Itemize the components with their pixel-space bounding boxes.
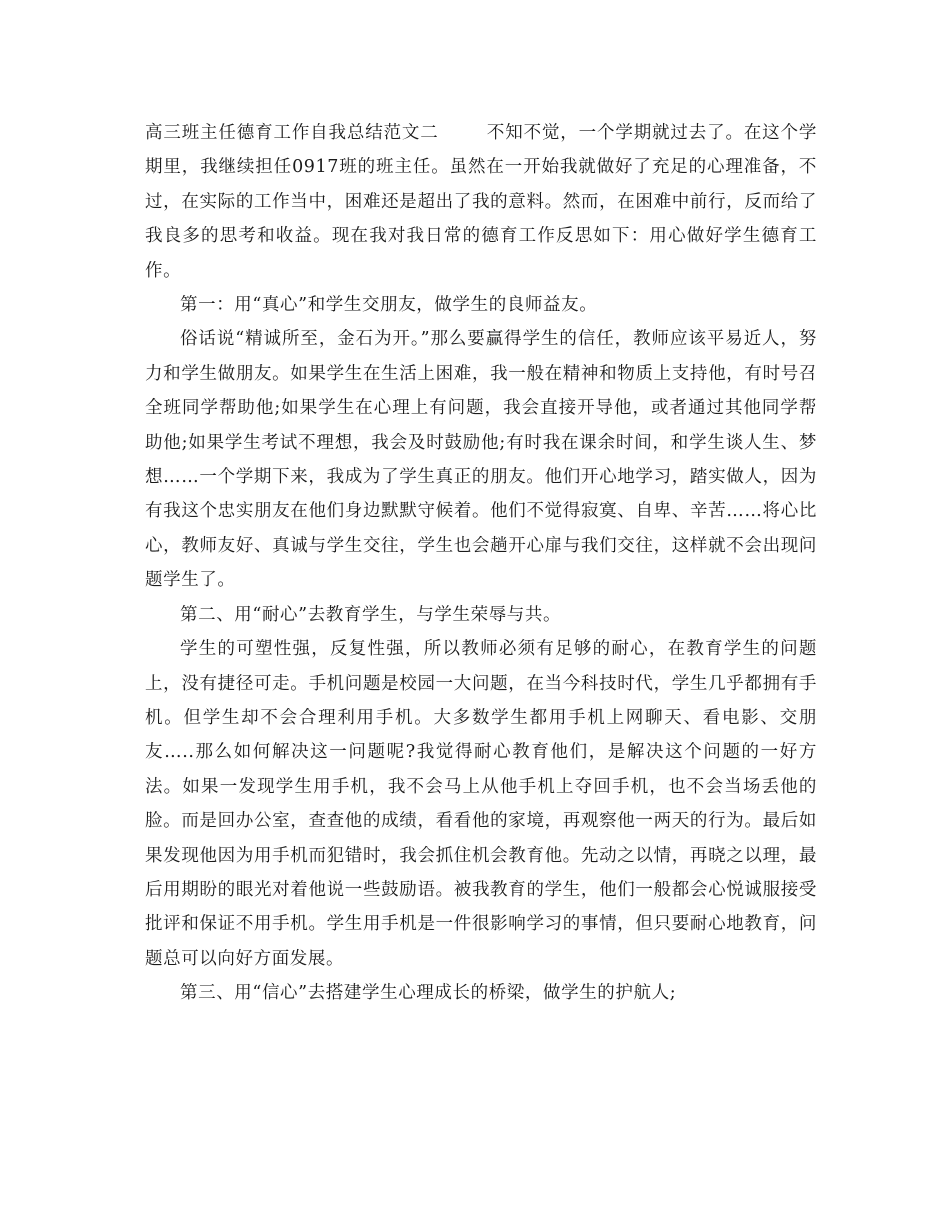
document-title: 高三班主任德育工作自我总结范文二 xyxy=(145,123,439,143)
section-heading-3: 第三、用“信心”去搭建学生心理成长的桥梁，做学生的护航人; xyxy=(180,983,677,1004)
paragraph-2: 俗话说“精诚所至，金石为开。”那么要赢得学生的信任，教师应该平易近人，努力和学生做朋友。如果学生在生活上困难，我一般在精神和物质上支持他，有时号召全班同学帮助他;如果学生在心理上有问题，我会直接开导他，或者通过其他同学帮助他;如果学生考试不理想，我会及时鼓励他;有时我在课余时间，和学生谈人生、梦想……一个学期下来，我成为了学生真正的朋友。他们开心地学习，踏实做人，因为有我这个忠实朋友在他们身边默默守候着。他们不觉得寂寞、自卑、辛苦……将心比心，教师友好、真诚与学生交往，学生也会趟开心扉与我们交往，这样就不会出现问题学生了。 xyxy=(145,329,817,591)
document-body xyxy=(145,116,817,1011)
intro-paragraph xyxy=(145,116,817,288)
section-heading-2: 第二、用“耐心”去教育学生，与学生荣辱与共。 xyxy=(180,604,562,625)
section-heading-1: 第一：用“真心”和学生交朋友，做学生的良师益友。 xyxy=(180,295,598,316)
paragraph-1: 不知不觉，一个学期就过去了。在这个学期里，我继续担任0917班的班主任。虽然在一开始我就做好了充足的心理准备，不过，在实际的工作当中，困难还是超出了我的意料。然而，在困难中前行，反而给了我良多的思考和收益。现在我对我日常的德育工作反思如下：用心做好学生德育工作。 xyxy=(145,123,817,281)
paragraph-3: 学生的可塑性强，反复性强，所以教师必须有足够的耐心，在教育学生的问题上，没有捷径可走。手机问题是校园一大问题，在当今科技时代，学生几乎都拥有手机。但学生却不会合理利用手机。大多数学生都用手机上网聊天、看电影、交朋友…..那么如何解决这一问题呢?我觉得耐心教育他们，是解决这个问题的一好方法。如果一发现学生用手机，我不会马上从他手机上夺回手机，也不会当场丢他的脸。而是回办公室，查查他的成绩，看看他的家境，再观察他一两天的行为。最后如果发现他因为用手机而犯错时，我会抓住机会教育他。先动之以情，再晓之以理，最后用期盼的眼光对着他说一些鼓励语。被我教育的学生，他们一般都会心悦诚服接受批评和保证不用手机。学生用手机是一件很影响学习的事情，但只要耐心地教育，问题总可以向好方面发展。 xyxy=(145,639,817,969)
